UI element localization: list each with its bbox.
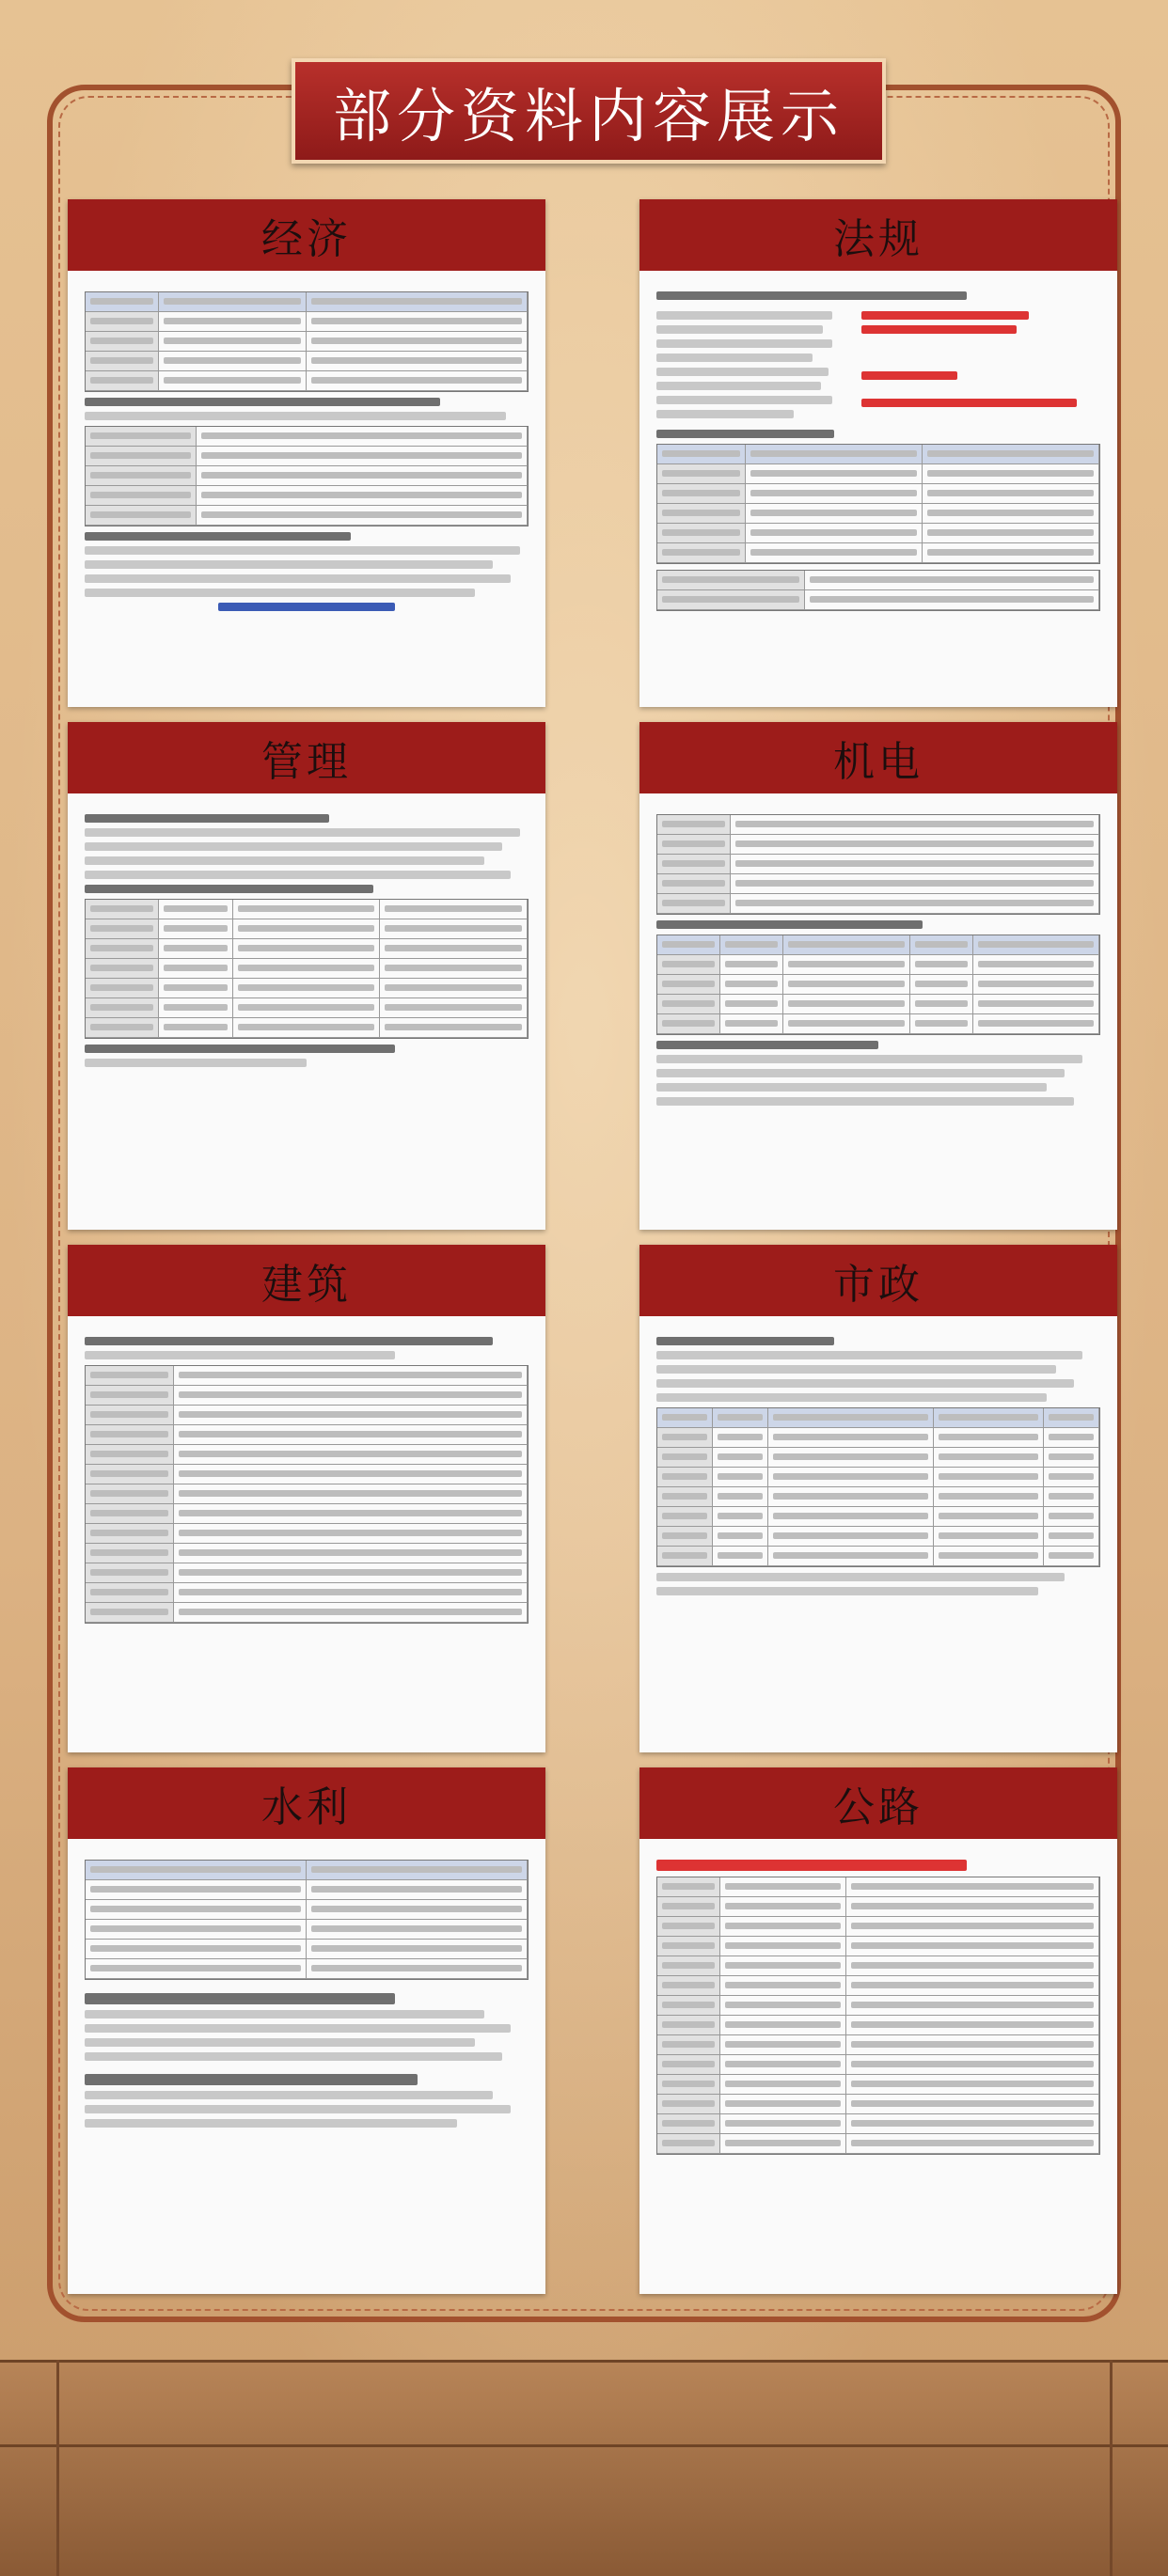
panel-heading: 经济: [68, 199, 545, 271]
document-preview: [639, 793, 1117, 1230]
panel-heading: 机电: [639, 722, 1117, 793]
document-preview: [639, 1316, 1117, 1752]
panel-highway: [639, 1767, 1117, 2294]
document-preview: [68, 1839, 545, 2294]
panel-heading: 市政: [639, 1245, 1117, 1316]
document-preview: [639, 271, 1117, 707]
panel-architecture: [68, 1245, 545, 1752]
panel-water-conservancy: [68, 1767, 545, 2294]
panel-management: [68, 722, 545, 1230]
panel-municipal: [639, 1245, 1117, 1752]
panel-heading: 公路: [639, 1767, 1117, 1839]
panel-heading: 建筑: [68, 1245, 545, 1316]
document-preview: [68, 1316, 545, 1752]
panel-electromechanical: [639, 722, 1117, 1230]
panel-regulations: [639, 199, 1117, 707]
document-preview: [68, 793, 545, 1230]
wooden-floor: [0, 2360, 1168, 2576]
panel-economy: [68, 199, 545, 707]
panel-heading: 管理: [68, 722, 545, 793]
page-title: 部分资料内容展示: [292, 58, 886, 164]
document-preview: [639, 1839, 1117, 2294]
panel-heading: 水利: [68, 1767, 545, 1839]
panel-heading: 法规: [639, 199, 1117, 271]
document-preview: [68, 271, 545, 707]
